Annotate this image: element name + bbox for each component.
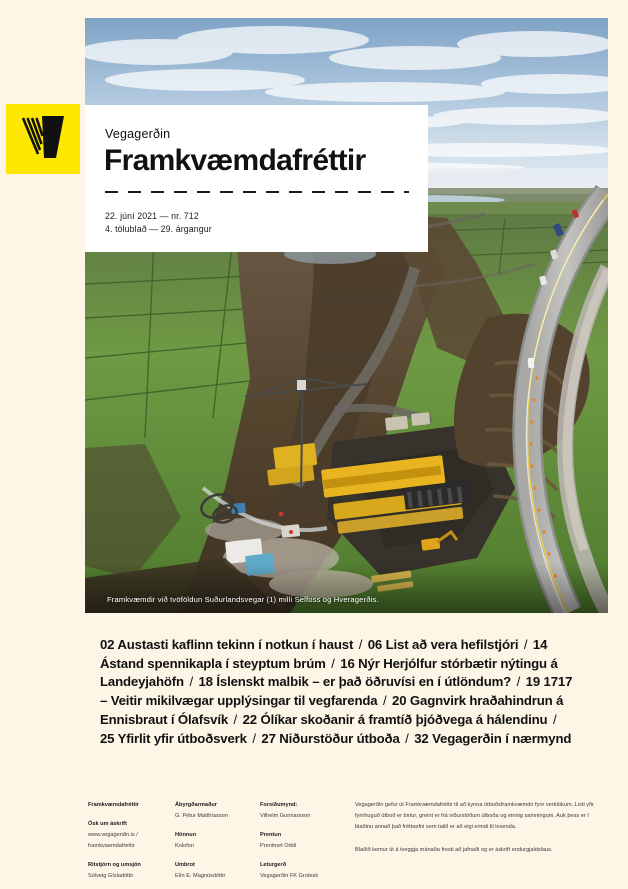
colophon-heading: Ritstjórn og umsjón	[88, 861, 141, 868]
colophon-line: www.vegagerdin.is /	[88, 831, 138, 838]
colophon-heading: Umbrot	[175, 861, 195, 868]
colophon-group	[260, 800, 344, 822]
toc-separator: /	[230, 711, 241, 727]
toc-separator: /	[379, 693, 391, 709]
colophon-heading: Ósk um áskrift	[88, 820, 127, 827]
colophon-heading: Forsíðumynd:	[260, 802, 298, 808]
colophon-heading: Ábyrgðarmaður	[175, 802, 217, 808]
toc-separator: /	[185, 674, 197, 690]
toc-entry-title[interactable]: Niðurstöður útboða	[279, 730, 400, 746]
toc-entry-title[interactable]: List að vera hefilstjóri	[385, 637, 519, 652]
colophon-heading: Framkvæmdafréttir	[88, 802, 139, 808]
toc-entry-title[interactable]: Nýr Herjólfur stórbætir nýtingu á Landeyjahöfn	[100, 655, 558, 690]
title-card	[85, 105, 428, 252]
issue-date: 22. júní 2021 — nr. 712	[105, 211, 199, 221]
toc-page-number: 18	[198, 674, 217, 690]
toc-page-number: 02	[100, 637, 118, 652]
colophon-column-1	[88, 800, 168, 889]
toc-page-number: 22	[242, 711, 261, 727]
colophon-group	[88, 819, 168, 852]
toc-page-number: 20	[392, 693, 410, 709]
colophon-group	[88, 860, 168, 882]
photo-caption: Framkvæmdir við tvöföldun Suðurlandsvegar (1) milli Selfoss og Hveragerðis.	[107, 595, 379, 604]
toc-page-number: 32	[414, 730, 433, 746]
toc-page-number: 14	[532, 637, 548, 652]
table-of-contents	[100, 636, 576, 748]
colophon-group	[260, 830, 344, 852]
publisher-name: Vegagerðin	[105, 127, 171, 141]
toc-entry-title[interactable]: 1717 – Veitir mikilvægar upplýsingar til vegfarenda	[100, 674, 573, 709]
toc-separator: /	[327, 655, 339, 671]
toc-entry-title[interactable]: Gagnvirk hraðahindrun á Ennisbraut í Ólafsvík	[100, 693, 564, 727]
toc-separator: /	[248, 730, 260, 746]
colophon-heading: Leturgerð	[260, 861, 287, 868]
colophon-note-paragraph: Vegagerðin gefur út Framkvæmdafréttir til að kynna útboðsframkvæmdir fyrir verktökum. Listi yfir fyrirhuguð útboð er birtur, greint er frá niðurstöðum útboða og einnig samningum. Auk þess er í blaðinu annað það fréttaefni sem talið er að eigi erindi til lesenda.	[355, 802, 594, 831]
colophon-line: Sólveig Gísladóttir	[88, 872, 134, 879]
colophon-heading: Prentun	[260, 831, 282, 838]
toc-separator: /	[549, 711, 557, 727]
issue-volume: 4. tölublað — 29. árgangur	[105, 224, 212, 234]
colophon-line: Vilhelm Gunnarsson	[260, 812, 311, 819]
toc-entry-title[interactable]: Austasti kaflinn tekinn í notkun í haust	[117, 637, 354, 652]
vegagerdin-logo-icon	[18, 114, 68, 164]
toc-page-number: 06	[367, 637, 386, 652]
colophon-group	[260, 860, 344, 882]
toc-page-number: 19	[525, 674, 544, 690]
page-title: Framkvæmdafréttir	[104, 144, 366, 177]
colophon-note	[355, 800, 608, 867]
colophon-group	[88, 800, 168, 811]
toc-entry-title[interactable]: Ólíkar skoðanir á framtíð þjóðvega á hálendinu	[260, 711, 548, 727]
vegagerdin-logo[interactable]	[6, 104, 80, 174]
toc-entry-title[interactable]: Yfirlit yfir útboðsverk	[117, 730, 247, 746]
colophon-line: Prentmet Oddi	[260, 842, 297, 849]
toc-page-number: 25	[100, 730, 118, 746]
colophon-line: Elín E. Magnúsdóttir	[175, 872, 226, 879]
toc-page-number: 16	[340, 655, 359, 671]
toc-entry-title[interactable]: Ástand spennikapla í steyptum brúm	[100, 655, 326, 671]
toc-page-number: 27	[261, 730, 280, 746]
colophon-note-frequency: Blaðið kemur út á tveggja mánaða fresti að jafnaði og er áskrift endurgjaldslaus.	[355, 846, 553, 853]
toc-entry-title[interactable]: Íslenskt malbik – er það öðruvísi en í útlöndum?	[216, 674, 512, 690]
colophon-heading: Hönnun	[175, 831, 197, 838]
toc-entry-title[interactable]: Vegagerðin í nærmynd	[432, 730, 572, 746]
colophon-line: framkvaemdafrettir	[88, 842, 135, 849]
title-divider	[105, 191, 409, 193]
colophon-group	[175, 800, 255, 822]
colophon-column-2	[175, 800, 255, 889]
colophon-line: Kolofon	[175, 842, 194, 849]
colophon-group	[175, 830, 255, 852]
toc-separator: /	[513, 674, 524, 690]
colophon-line: Vegagerðin FK Grotesk	[260, 872, 319, 879]
toc-separator: /	[355, 637, 366, 652]
colophon-column-3	[260, 800, 344, 889]
toc-separator: /	[520, 637, 531, 652]
toc-separator: /	[401, 730, 413, 746]
colophon-line: G. Pétur Matthíasson	[175, 812, 228, 819]
colophon-group	[175, 860, 255, 882]
